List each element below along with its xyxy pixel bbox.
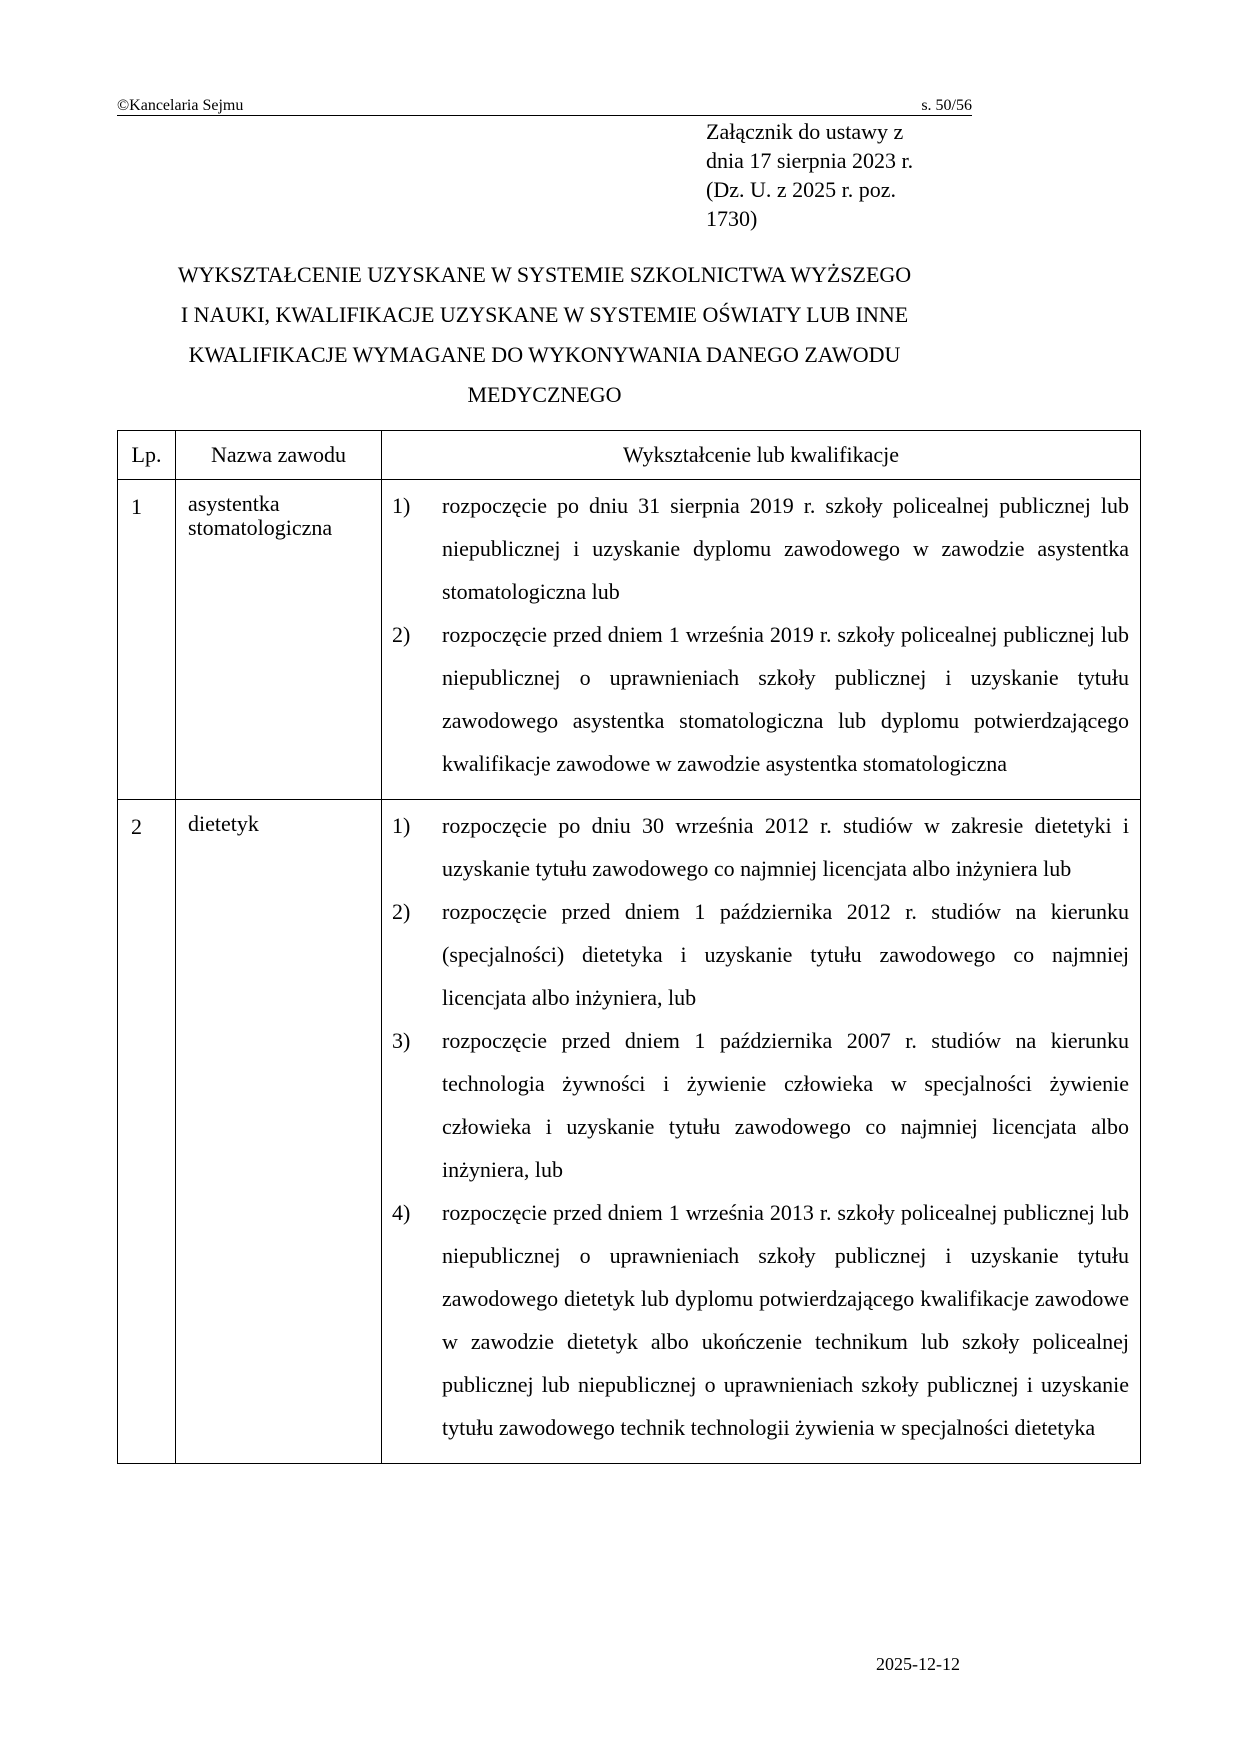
table-row [118, 800, 1141, 1464]
row-number: 1 [118, 480, 176, 800]
document-title [117, 255, 972, 415]
page-number: s. 50/56 [921, 97, 972, 114]
qualifications-cell [382, 800, 1141, 1464]
item-text: rozpoczęcie przed dniem 1 października 2007 r. studiów na kierunku technologia żywności i żywienie człowieka w specjalności żywienie człowieka i uzyskanie tytułu zawodowego co najmniej licencjata albo inżyniera, lub [442, 1028, 1129, 1182]
item-number: 1) [392, 493, 411, 518]
profession-name [176, 800, 382, 1464]
annex-line: Załącznik do ustawy z [706, 119, 904, 144]
item-number: 2) [392, 622, 411, 647]
column-header-lp: Lp. [118, 431, 176, 480]
item-text: rozpoczęcie przed dniem 1 października 2012 r. studiów na kierunku (specjalności) dietetyka i uzyskanie tytułu zawodowego co najmniej licencjata albo inżyniera, lub [442, 899, 1129, 1010]
profession-name-line: stomatologiczna [188, 515, 333, 540]
list-item [392, 1019, 1129, 1191]
item-number: 1) [392, 813, 411, 838]
page-header [117, 97, 972, 116]
profession-name [176, 480, 382, 800]
item-text: rozpoczęcie po dniu 31 sierpnia 2019 r. szkoły policealnej publicznej lub niepublicznej i uzyskanie dyplomu zawodowego w zawodzie asystentka stomatologiczna lub [442, 493, 1129, 604]
profession-name-line: asystentka [188, 491, 280, 516]
item-text: rozpoczęcie po dniu 30 września 2012 r. studiów w zakresie dietetyki i uzyskanie tytułu zawodowego co najmniej licencjata albo inżyniera lub [442, 813, 1129, 881]
title-line: KWALIFIKACJE WYMAGANE DO WYKONYWANIA DANEGO ZAWODU [188, 342, 901, 367]
column-header-name: Nazwa zawodu [176, 431, 382, 480]
item-number: 3) [392, 1028, 411, 1053]
list-item [392, 484, 1129, 613]
annex-line: 1730) [706, 206, 758, 231]
publisher-label: ©Kancelaria Sejmu [117, 97, 244, 114]
list-item [392, 804, 1129, 890]
table-header-row [118, 431, 1141, 480]
row-number: 2 [118, 800, 176, 1464]
title-line: I NAUKI, KWALIFIKACJE UZYSKANE W SYSTEMIE OŚWIATY LUB INNE [180, 302, 909, 327]
item-text: rozpoczęcie przed dniem 1 września 2013 r. szkoły policealnej publicznej lub niepublicznej o uprawnieniach szkoły publicznej i uzyskanie tytułu zawodowego dietetyk lub dyplomu potwierdzającego kwalifikacje zawodowe w zawodzie dietetyk albo ukończenie technikum lub szkoły policealnej publicznej lub niepublicznej o uprawnieniach szkoły publicznej i uzyskanie tytułu zawodowego technik technologii żywienia w specjalności dietetyka [442, 1200, 1129, 1440]
table-row [118, 480, 1141, 800]
title-line: MEDYCZNEGO [467, 382, 622, 407]
annex-note [706, 117, 966, 233]
qualifications-table [117, 430, 1141, 1464]
document-date: 2025-12-12 [876, 1654, 960, 1674]
item-number: 2) [392, 899, 411, 924]
annex-line: (Dz. U. z 2025 r. poz. [706, 177, 897, 202]
profession-name-line: dietetyk [188, 811, 259, 836]
title-line: WYKSZTAŁCENIE UZYSKANE W SYSTEMIE SZKOLNICTWA WYŻSZEGO [177, 262, 912, 287]
item-number: 4) [392, 1200, 411, 1225]
column-header-qualifications: Wykształcenie lub kwalifikacje [382, 431, 1141, 480]
list-item [392, 613, 1129, 785]
item-text: rozpoczęcie przed dniem 1 września 2019 r. szkoły policealnej publicznej lub niepublicznej o uprawnieniach szkoły publicznej i uzyskanie tytułu zawodowego asystentka stomatologiczna lub dyplomu potwierdzającego kwalifikacje zawodowe w zawodzie asystentka stomatologiczna [442, 622, 1129, 776]
annex-line: dnia 17 sierpnia 2023 r. [706, 148, 914, 173]
list-item [392, 1191, 1129, 1449]
list-item [392, 890, 1129, 1019]
qualifications-cell [382, 480, 1141, 800]
